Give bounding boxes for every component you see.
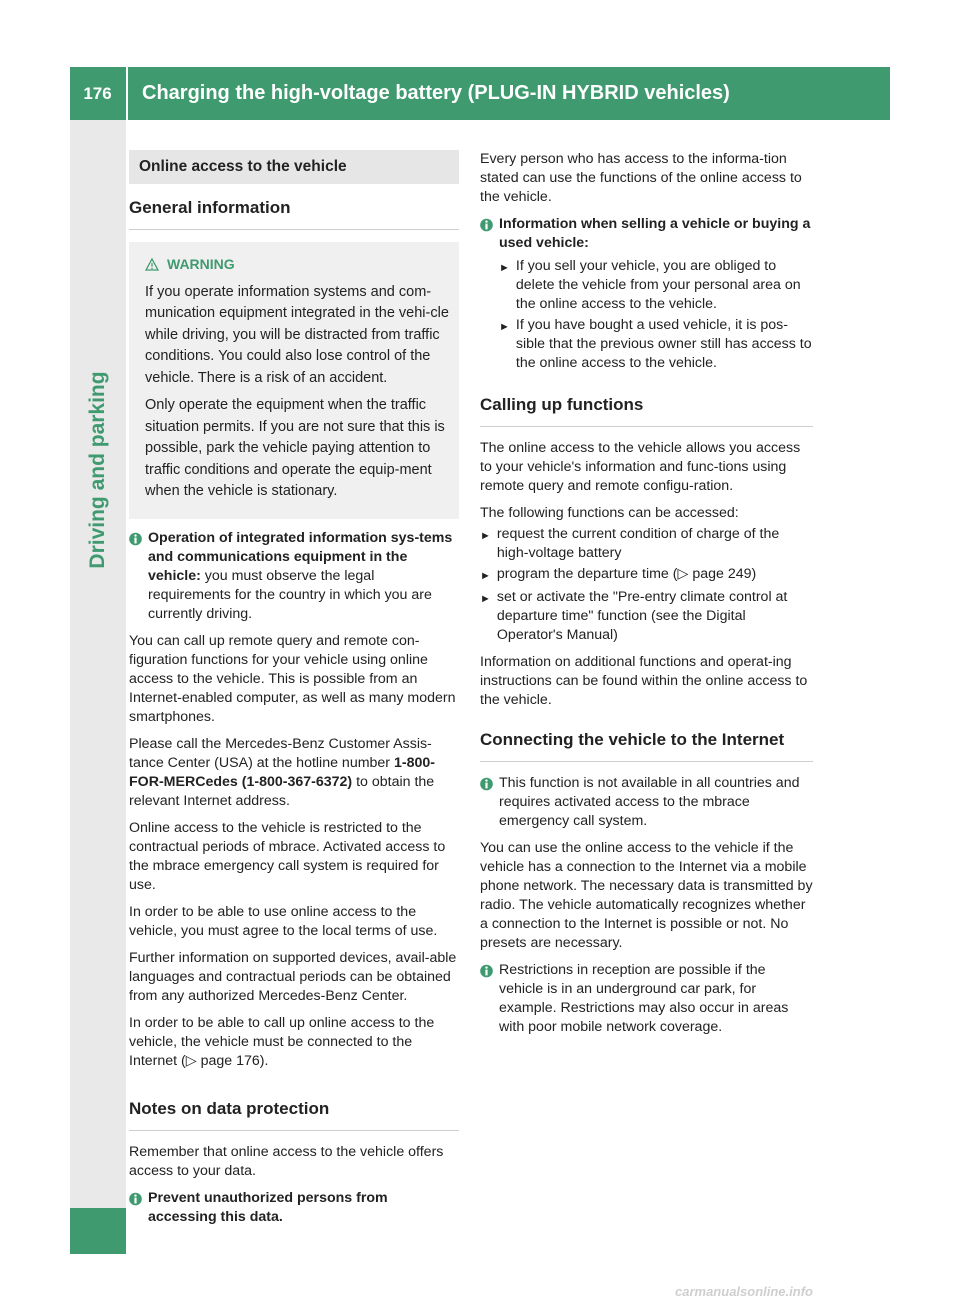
info-body-text: you must observe the legal requirements for the country in which you are currently driving.: [148, 567, 432, 622]
paragraph: You can use the online access to the vehicle if the vehicle has a connection to the Internet via a mobile phone network. The necessary data is transmitted by radio. The vehicle automatically recognizes whether a connection to the Internet is possible or not. No presets are necessary.: [480, 840, 813, 951]
info-note: [129, 529, 459, 624]
watermark: carmanualsonline.info: [675, 1284, 813, 1299]
calling-functions-heading: Calling up functions: [480, 389, 813, 427]
info-icon: [480, 777, 493, 791]
list-item: [480, 525, 813, 563]
paragraph: You can call up remote query and remote con-figuration functions for your vehicle using online access to the vehicle. This is possible from an Internet-enabled computer, as well as many modern smartphones.: [129, 632, 456, 725]
paragraph-hotline: [129, 735, 459, 811]
page-title: Charging the high-voltage battery (PLUG-IN HYBRID vehicles): [142, 82, 730, 104]
list-item-text: If you have bought a used vehicle, it is pos-sible that the previous owner still has access to the online access to the vehicle.: [515, 317, 812, 371]
list-item: [480, 565, 813, 586]
info-icon: [129, 532, 142, 546]
bullet-icon: ►: [499, 321, 510, 333]
general-information-heading: General information: [129, 192, 459, 230]
list-item: [499, 257, 813, 314]
page-number: 176: [83, 84, 112, 103]
section-title: Online access to the vehicle: [129, 150, 459, 184]
bullet-icon: ►: [480, 570, 491, 582]
info-text: Restrictions in reception are possible if the vehicle is in an underground car park, for example. Restrictions may also occur in areas with poor mobile network coverage.: [499, 962, 789, 1035]
warning-header: [145, 254, 449, 276]
info-icon: [480, 218, 493, 232]
info-note: [480, 215, 813, 375]
list-item-text: If you sell your vehicle, you are obliged to delete the vehicle from your personal area on the online access to the vehicle.: [515, 258, 801, 312]
list-item-text: request the current condition of charge of the high-voltage battery: [496, 526, 780, 561]
side-band: [70, 120, 126, 1254]
list-item-text: program the departure time (▷ page 249): [496, 566, 757, 582]
bullet-icon: ►: [499, 262, 510, 274]
connecting-heading: Connecting the vehicle to the Internet: [480, 724, 813, 762]
chapter-label: Driving and parking: [86, 371, 109, 569]
header-divider: [126, 67, 128, 120]
bullet-icon: ►: [480, 593, 491, 605]
side-tab-marker: [70, 1208, 126, 1254]
info-bold-text: Prevent unauthorized persons from accessing this data.: [148, 1189, 388, 1225]
left-column: [129, 150, 459, 1235]
data-protection-heading: Notes on data protection: [129, 1093, 459, 1131]
warning-box: [129, 242, 459, 519]
warning-label: WARNING: [167, 256, 235, 272]
paragraph: Further information on supported devices, avail-able languages and contractual periods can be obtained from any authorized Mercedes-Benz Center.: [129, 949, 457, 1004]
text: to obtain the relevant Internet address.: [129, 773, 435, 809]
paragraph: The online access to the vehicle allows you access to your vehicle's information and func-tions using remote query and remote configu-ration.: [480, 440, 801, 494]
list-item: [480, 588, 813, 645]
paragraph: In order to be able to call up online access to the vehicle, the vehicle must be connected to the Internet (▷ page 176).: [129, 1014, 435, 1069]
info-note: [129, 1189, 459, 1227]
paragraph: In order to be able to use online access to the vehicle, you must agree to the local terms of use.: [129, 903, 438, 939]
right-column: [480, 150, 813, 1045]
warning-paragraph: Only operate the equipment when the traffic situation permits. If you are not sure that this is possible, park the vehicle paying attention to traffic conditions and operate the equip-ment when the vehicle is stationary.: [145, 397, 445, 499]
info-text: This function is not available in all countries and requires activated access to the mbrace emergency call system.: [499, 775, 800, 829]
warning-triangle-icon: [145, 258, 159, 271]
bullet-icon: ►: [480, 530, 491, 542]
info-icon: [129, 1192, 142, 1206]
info-note: [480, 961, 813, 1037]
paragraph: Information on additional functions and operat-ing instructions can be found within the online access to the vehicle.: [480, 654, 808, 708]
paragraph: Online access to the vehicle is restricted to the contractual periods of mbrace. Activated access to the mbrace emergency call system is required for use.: [129, 819, 446, 893]
paragraph: Remember that online access to the vehicle offers access to your data.: [129, 1143, 444, 1179]
paragraph: Every person who has access to the informa-tion stated can use the functions of the online access to the vehicle.: [480, 151, 802, 205]
function-bullet-list: [480, 525, 813, 645]
info-bold-text: Operation of integrated information sys-tems and communications equipment in the vehicle:: [148, 529, 453, 584]
warning-paragraph: If you operate information systems and com-munication equipment integrated in the vehi-cle while driving, you will be distracted from traffic conditions. You could also lose control of the vehicle. There is a risk of an accident.: [145, 283, 449, 386]
info-text: [499, 215, 813, 375]
info-note: [480, 774, 813, 831]
info-icon: [480, 964, 493, 978]
hotline-number: 1-800-FOR-MERCedes (1-800-367-6372): [129, 754, 435, 790]
list-item: [499, 316, 813, 373]
info-bold-text: Information when selling a vehicle or buying a used vehicle:: [499, 216, 811, 251]
paragraph: The following functions can be accessed:: [480, 505, 739, 521]
list-item-text: set or activate the "Pre-entry climate control at departure time" function (see the Digital Operator's Manual): [496, 589, 788, 643]
text: Please call the Mercedes-Benz Customer Assis-tance Center (USA) at the hotline number: [129, 735, 432, 771]
selling-bullet-list: [499, 257, 813, 373]
info-text: [148, 529, 459, 624]
